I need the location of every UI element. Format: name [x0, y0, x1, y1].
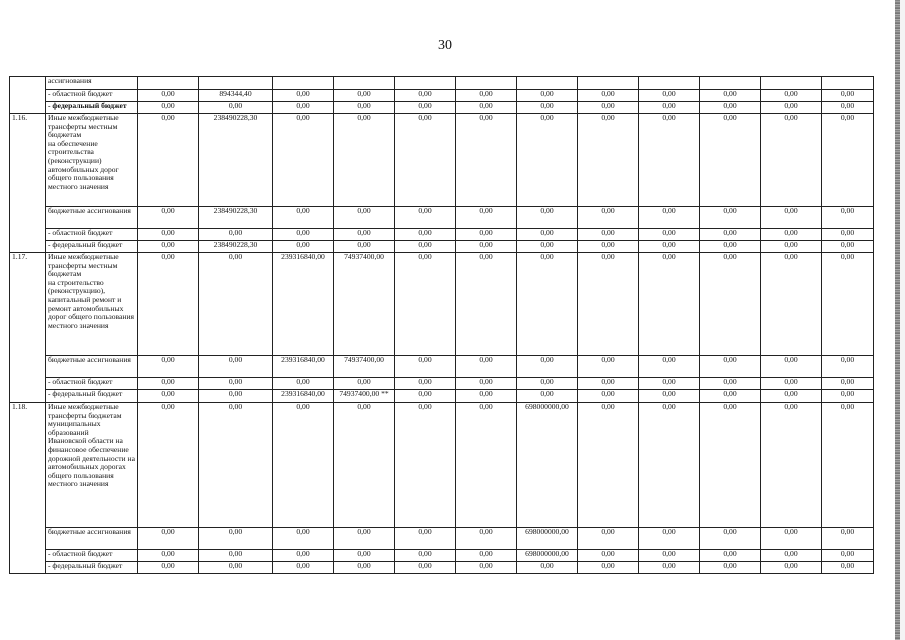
value-cell	[456, 77, 517, 90]
value-cell: 698000000,00	[517, 528, 578, 550]
description-cell: - областной бюджет	[46, 550, 138, 562]
value-cell: 0,00	[199, 562, 273, 574]
value-cell: 0,00	[761, 229, 822, 241]
value-cell: 0,00	[199, 229, 273, 241]
value-cell	[199, 77, 273, 90]
value-cell: 0,00	[456, 528, 517, 550]
value-cell	[700, 77, 761, 90]
value-cell: 0,00	[822, 390, 874, 403]
value-cell: 74937400,00	[334, 356, 395, 378]
value-cell: 0,00	[334, 378, 395, 390]
value-cell: 0,00	[578, 90, 639, 102]
description-cell: - областной бюджет	[46, 378, 138, 390]
value-cell: 0,00	[639, 253, 700, 356]
value-cell: 0,00	[578, 562, 639, 574]
table-row-item	[10, 403, 874, 528]
value-cell: 0,00	[199, 550, 273, 562]
item-code-cell: 1.18.	[10, 403, 46, 574]
value-cell: 0,00	[138, 356, 199, 378]
value-cell: 0,00	[138, 241, 199, 253]
value-cell: 0,00	[273, 229, 334, 241]
value-cell: 0,00	[395, 390, 456, 403]
value-cell: 0,00	[700, 253, 761, 356]
value-cell: 0,00	[578, 378, 639, 390]
item-code-cell	[10, 77, 46, 114]
value-cell	[639, 77, 700, 90]
value-cell: 0,00	[700, 229, 761, 241]
value-cell	[273, 77, 334, 90]
value-cell: 0,00	[395, 562, 456, 574]
value-cell: 0,00	[700, 90, 761, 102]
value-cell: 0,00	[639, 356, 700, 378]
value-cell: 0,00	[578, 114, 639, 207]
value-cell: 0,00	[822, 356, 874, 378]
table-row-budget	[10, 241, 874, 253]
value-cell: 0,00	[456, 550, 517, 562]
value-cell	[138, 77, 199, 90]
value-cell: 0,00	[456, 253, 517, 356]
value-cell: 0,00	[700, 207, 761, 229]
value-cell: 0,00	[517, 114, 578, 207]
value-cell: 0,00	[578, 102, 639, 114]
value-cell: 0,00	[700, 356, 761, 378]
value-cell: 0,00	[395, 90, 456, 102]
value-cell: 0,00	[578, 390, 639, 403]
value-cell: 0,00	[273, 102, 334, 114]
value-cell: 0,00	[456, 403, 517, 528]
table-row-budget	[10, 102, 874, 114]
value-cell: 0,00	[456, 207, 517, 229]
value-cell: 0,00	[761, 114, 822, 207]
value-cell: 0,00	[138, 378, 199, 390]
value-cell: 0,00	[700, 102, 761, 114]
value-cell: 74937400,00 **	[334, 390, 395, 403]
value-cell: 0,00	[199, 356, 273, 378]
value-cell: 0,00	[138, 207, 199, 229]
value-cell: 0,00	[700, 550, 761, 562]
description-cell: бюджетные ассигнования	[46, 207, 138, 229]
table-row-budget	[10, 390, 874, 403]
value-cell: 0,00	[138, 229, 199, 241]
value-cell: 0,00	[199, 403, 273, 528]
value-cell: 0,00	[138, 528, 199, 550]
table-row-budget	[10, 550, 874, 562]
value-cell: 0,00	[138, 114, 199, 207]
value-cell: 0,00	[700, 241, 761, 253]
value-cell: 0,00	[138, 253, 199, 356]
item-code-cell: 1.17.	[10, 253, 46, 403]
value-cell: 0,00	[273, 90, 334, 102]
value-cell: 0,00	[456, 90, 517, 102]
description-cell: - федеральный бюджет	[46, 241, 138, 253]
value-cell: 894344,40	[199, 90, 273, 102]
value-cell: 0,00	[138, 562, 199, 574]
description-cell: - областной бюджет	[46, 229, 138, 241]
table-row-item	[10, 253, 874, 356]
value-cell: 0,00	[456, 562, 517, 574]
value-cell: 0,00	[395, 241, 456, 253]
description-cell: - федеральный бюджет	[46, 390, 138, 403]
value-cell: 0,00	[822, 102, 874, 114]
value-cell: 0,00	[761, 207, 822, 229]
value-cell: 0,00	[822, 550, 874, 562]
table-body	[10, 77, 874, 574]
value-cell: 0,00	[334, 207, 395, 229]
value-cell: 0,00	[517, 253, 578, 356]
value-cell: 0,00	[639, 241, 700, 253]
description-cell: - федеральный бюджет	[46, 102, 138, 114]
value-cell: 0,00	[822, 403, 874, 528]
value-cell: 0,00	[395, 253, 456, 356]
value-cell: 0,00	[517, 207, 578, 229]
value-cell: 0,00	[822, 229, 874, 241]
table-row-budget	[10, 378, 874, 390]
value-cell: 0,00	[199, 102, 273, 114]
value-cell: 0,00	[639, 90, 700, 102]
value-cell: 0,00	[761, 102, 822, 114]
value-cell: 0,00	[334, 241, 395, 253]
description-cell: бюджетные ассигнования	[46, 528, 138, 550]
value-cell: 0,00	[700, 390, 761, 403]
value-cell: 0,00	[761, 550, 822, 562]
value-cell: 238490228,30	[199, 241, 273, 253]
value-cell: 0,00	[578, 403, 639, 528]
description-cell: Иные межбюджетные трансферты бюджетам муниципальных образований Ивановской области на финансовое обеспечение дорожной деятельности на автомобильных дорогах общего пользования местного значения	[46, 403, 138, 528]
description-cell: Иные межбюджетные трансферты местным бюджетам на обеспечение строительства (реконструкции) автомобильных дорог общего пользования местного значения	[46, 114, 138, 207]
value-cell: 0,00	[639, 207, 700, 229]
scan-margin	[900, 0, 905, 640]
value-cell: 0,00	[395, 378, 456, 390]
value-cell: 0,00	[822, 528, 874, 550]
value-cell: 0,00	[517, 562, 578, 574]
value-cell: 0,00	[199, 390, 273, 403]
value-cell: 0,00	[334, 102, 395, 114]
value-cell: 0,00	[456, 102, 517, 114]
value-cell: 0,00	[138, 102, 199, 114]
value-cell: 0,00	[456, 378, 517, 390]
value-cell: 0,00	[517, 229, 578, 241]
value-cell: 239316840,00	[273, 356, 334, 378]
value-cell: 0,00	[639, 550, 700, 562]
value-cell: 0,00	[138, 390, 199, 403]
value-cell: 238490228,30	[199, 114, 273, 207]
value-cell: 0,00	[639, 229, 700, 241]
value-cell: 0,00	[273, 114, 334, 207]
value-cell: 0,00	[273, 241, 334, 253]
value-cell: 0,00	[639, 390, 700, 403]
value-cell: 0,00	[138, 550, 199, 562]
value-cell: 0,00	[334, 403, 395, 528]
value-cell: 0,00	[517, 102, 578, 114]
value-cell: 0,00	[273, 528, 334, 550]
value-cell: 0,00	[199, 253, 273, 356]
value-cell: 0,00	[639, 562, 700, 574]
value-cell: 698000000,00	[517, 550, 578, 562]
page-number: 30	[438, 38, 452, 53]
value-cell: 0,00	[761, 378, 822, 390]
value-cell: 0,00	[700, 114, 761, 207]
value-cell: 0,00	[822, 241, 874, 253]
value-cell: 0,00	[395, 207, 456, 229]
value-cell: 0,00	[639, 114, 700, 207]
value-cell: 0,00	[761, 356, 822, 378]
value-cell: 0,00	[334, 562, 395, 574]
value-cell: 0,00	[273, 550, 334, 562]
value-cell: 0,00	[395, 102, 456, 114]
value-cell: 0,00	[199, 528, 273, 550]
description-cell: бюджетные ассигнования	[46, 356, 138, 378]
value-cell: 0,00	[334, 528, 395, 550]
value-cell: 0,00	[517, 378, 578, 390]
value-cell: 0,00	[639, 403, 700, 528]
value-cell: 0,00	[761, 253, 822, 356]
value-cell: 0,00	[334, 229, 395, 241]
value-cell: 0,00	[456, 241, 517, 253]
value-cell: 0,00	[639, 102, 700, 114]
value-cell: 0,00	[639, 378, 700, 390]
value-cell: 0,00	[700, 403, 761, 528]
value-cell: 0,00	[395, 114, 456, 207]
value-cell	[395, 77, 456, 90]
value-cell: 0,00	[334, 114, 395, 207]
value-cell: 0,00	[761, 403, 822, 528]
value-cell: 0,00	[199, 378, 273, 390]
description-cell: - федеральный бюджет	[46, 562, 138, 574]
table-row-budget	[10, 562, 874, 574]
description-cell: ассигнования	[46, 77, 138, 90]
value-cell: 0,00	[578, 241, 639, 253]
value-cell: 0,00	[334, 90, 395, 102]
budget-table	[9, 76, 874, 574]
value-cell: 0,00	[334, 550, 395, 562]
value-cell	[334, 77, 395, 90]
value-cell: 0,00	[395, 528, 456, 550]
value-cell: 0,00	[395, 550, 456, 562]
value-cell: 0,00	[578, 356, 639, 378]
value-cell: 0,00	[761, 241, 822, 253]
value-cell: 0,00	[578, 253, 639, 356]
value-cell: 0,00	[395, 356, 456, 378]
value-cell: 0,00	[822, 114, 874, 207]
value-cell	[822, 77, 874, 90]
value-cell: 0,00	[700, 562, 761, 574]
value-cell: 0,00	[761, 528, 822, 550]
value-cell	[761, 77, 822, 90]
value-cell: 0,00	[517, 90, 578, 102]
value-cell: 239316840,00	[273, 390, 334, 403]
value-cell: 0,00	[273, 378, 334, 390]
value-cell: 0,00	[578, 229, 639, 241]
value-cell: 0,00	[700, 378, 761, 390]
value-cell: 0,00	[822, 378, 874, 390]
value-cell: 0,00	[138, 90, 199, 102]
value-cell: 0,00	[761, 390, 822, 403]
value-cell: 0,00	[456, 356, 517, 378]
value-cell: 0,00	[761, 562, 822, 574]
value-cell	[517, 77, 578, 90]
value-cell: 0,00	[395, 229, 456, 241]
value-cell: 0,00	[138, 403, 199, 528]
table-row-budget	[10, 207, 874, 229]
value-cell: 0,00	[700, 528, 761, 550]
value-cell: 0,00	[273, 562, 334, 574]
item-code-cell: 1.16.	[10, 114, 46, 253]
value-cell: 0,00	[822, 207, 874, 229]
value-cell: 0,00	[273, 403, 334, 528]
value-cell: 0,00	[761, 90, 822, 102]
value-cell: 0,00	[639, 528, 700, 550]
value-cell: 0,00	[822, 562, 874, 574]
value-cell: 0,00	[456, 114, 517, 207]
table-row-budget	[10, 229, 874, 241]
value-cell: 0,00	[456, 229, 517, 241]
value-cell: 0,00	[822, 90, 874, 102]
value-cell: 74937400,00	[334, 253, 395, 356]
value-cell: 0,00	[822, 253, 874, 356]
table-row-budget	[10, 528, 874, 550]
value-cell: 0,00	[273, 207, 334, 229]
value-cell: 0,00	[456, 390, 517, 403]
value-cell: 0,00	[578, 207, 639, 229]
value-cell: 239316840,00	[273, 253, 334, 356]
table-row-budget	[10, 356, 874, 378]
value-cell: 0,00	[517, 390, 578, 403]
value-cell: 0,00	[517, 356, 578, 378]
value-cell: 0,00	[578, 550, 639, 562]
value-cell: 238490228,30	[199, 207, 273, 229]
value-cell	[578, 77, 639, 90]
description-cell: Иные межбюджетные трансферты местным бюджетам на строительство (реконструкцию), капитальный ремонт и ремонт автомобильных дорог общего пользования местного значения	[46, 253, 138, 356]
table-row-budget	[10, 90, 874, 102]
value-cell: 698000000,00	[517, 403, 578, 528]
table-row-budget	[10, 77, 874, 90]
description-cell: - областной бюджет	[46, 90, 138, 102]
table-row-item	[10, 114, 874, 207]
value-cell: 0,00	[578, 528, 639, 550]
value-cell: 0,00	[517, 241, 578, 253]
value-cell: 0,00	[395, 403, 456, 528]
